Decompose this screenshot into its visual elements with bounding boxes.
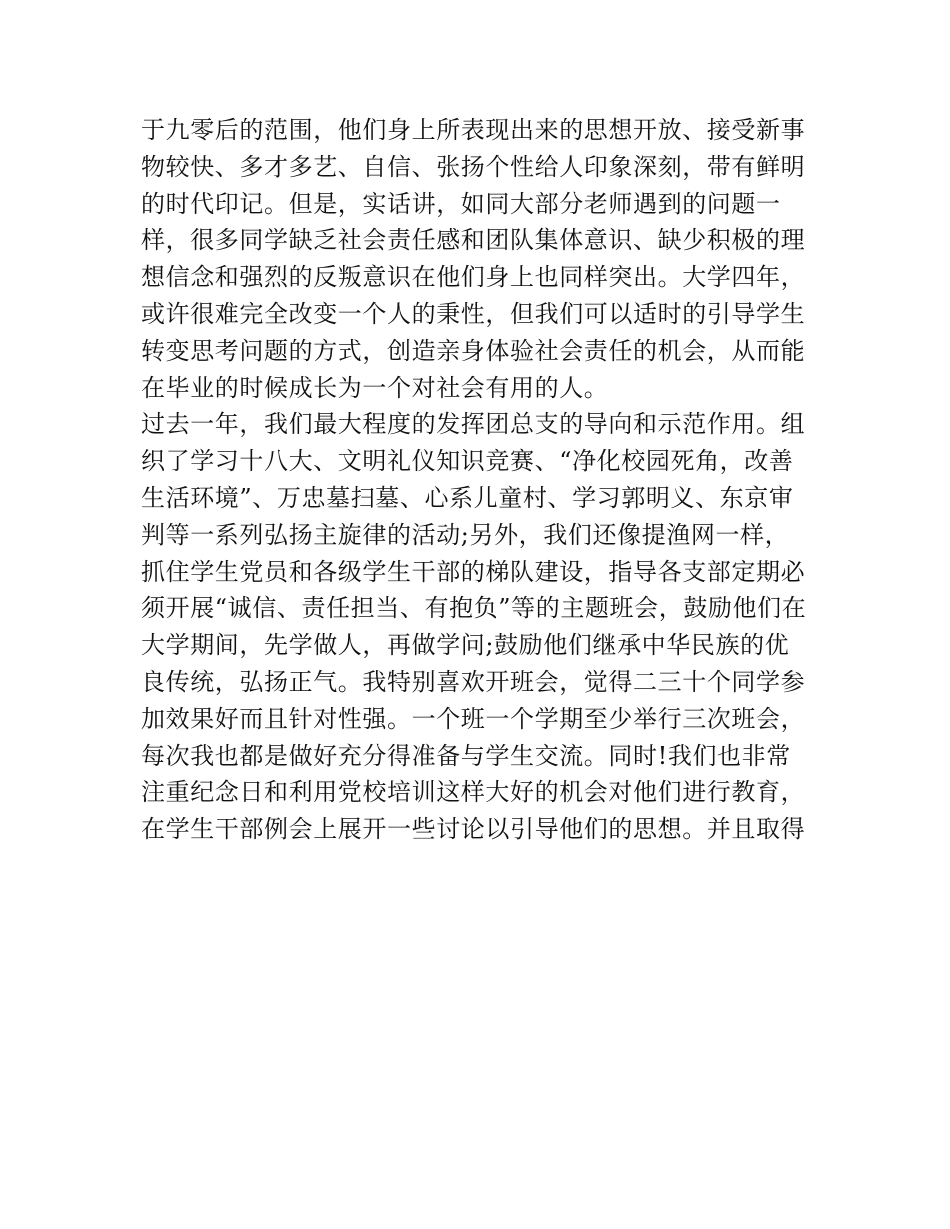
text-line: 加效果好而且针对性强。一个班一个学期至少举行三次班会，: [141, 704, 806, 733]
text-line: 抓住学生党员和各级学生干部的梯队建设，指导各支部定期必: [141, 557, 806, 586]
text-line: 样，很多同学缺乏社会责任感和团队集体意识、缺少积极的理: [141, 226, 806, 255]
text-line: 想信念和强烈的反叛意识在他们身上也同样突出。大学四年，: [141, 263, 806, 292]
text-line: 须开展“诚信、责任担当、有抱负”等的主题班会，鼓励他们在: [141, 594, 807, 623]
text-line: 生活环境”、万忠墓扫墓、心系儿童村、学习郭明义、东京审: [141, 483, 794, 512]
text-line: 大学期间，先学做人，再做学问;鼓励他们继承中华民族的优: [141, 631, 790, 660]
text-line: 每次我也都是做好充分得准备与学生交流。同时!我们也非常: [141, 741, 791, 770]
text-line: 或许很难完全改变一个人的秉性，但我们可以适时的引导学生: [141, 299, 806, 328]
text-line: 在学生干部例会上展开一些讨论以引导他们的思想。并且取得: [141, 815, 806, 844]
text-line: 判等一系列弘扬主旋律的活动;另外，我们还像提渔网一样，: [141, 520, 790, 549]
text-line: 于九零后的范围，他们身上所表现出来的思想开放、接受新事: [141, 116, 806, 144]
text-line: 注重纪念日和利用党校培训这样大好的机会对他们进行教育，: [141, 778, 806, 807]
text-line: 的时代印记。但是，实话讲，如同大部分老师遇到的问题一: [141, 189, 781, 218]
text-line: 转变思考问题的方式，创造亲身体验社会责任的机会，从而能: [141, 336, 806, 365]
text-line: 物较快、多才多艺、自信、张扬个性给人印象深刻，带有鲜明: [141, 152, 806, 181]
document-body: [141, 112, 821, 848]
text-line: 过去一年，我们最大程度的发挥团总支的导向和示范作用。组: [141, 410, 806, 439]
text-line: 良传统，弘扬正气。我特别喜欢开班会，觉得二三十个同学参: [141, 667, 806, 696]
text-line: 织了学习十八大、文明礼仪知识竞赛、“净化校园死角，改善: [141, 447, 794, 476]
text-line: 在毕业的时候成长为一个对社会有用的人。: [141, 373, 609, 402]
